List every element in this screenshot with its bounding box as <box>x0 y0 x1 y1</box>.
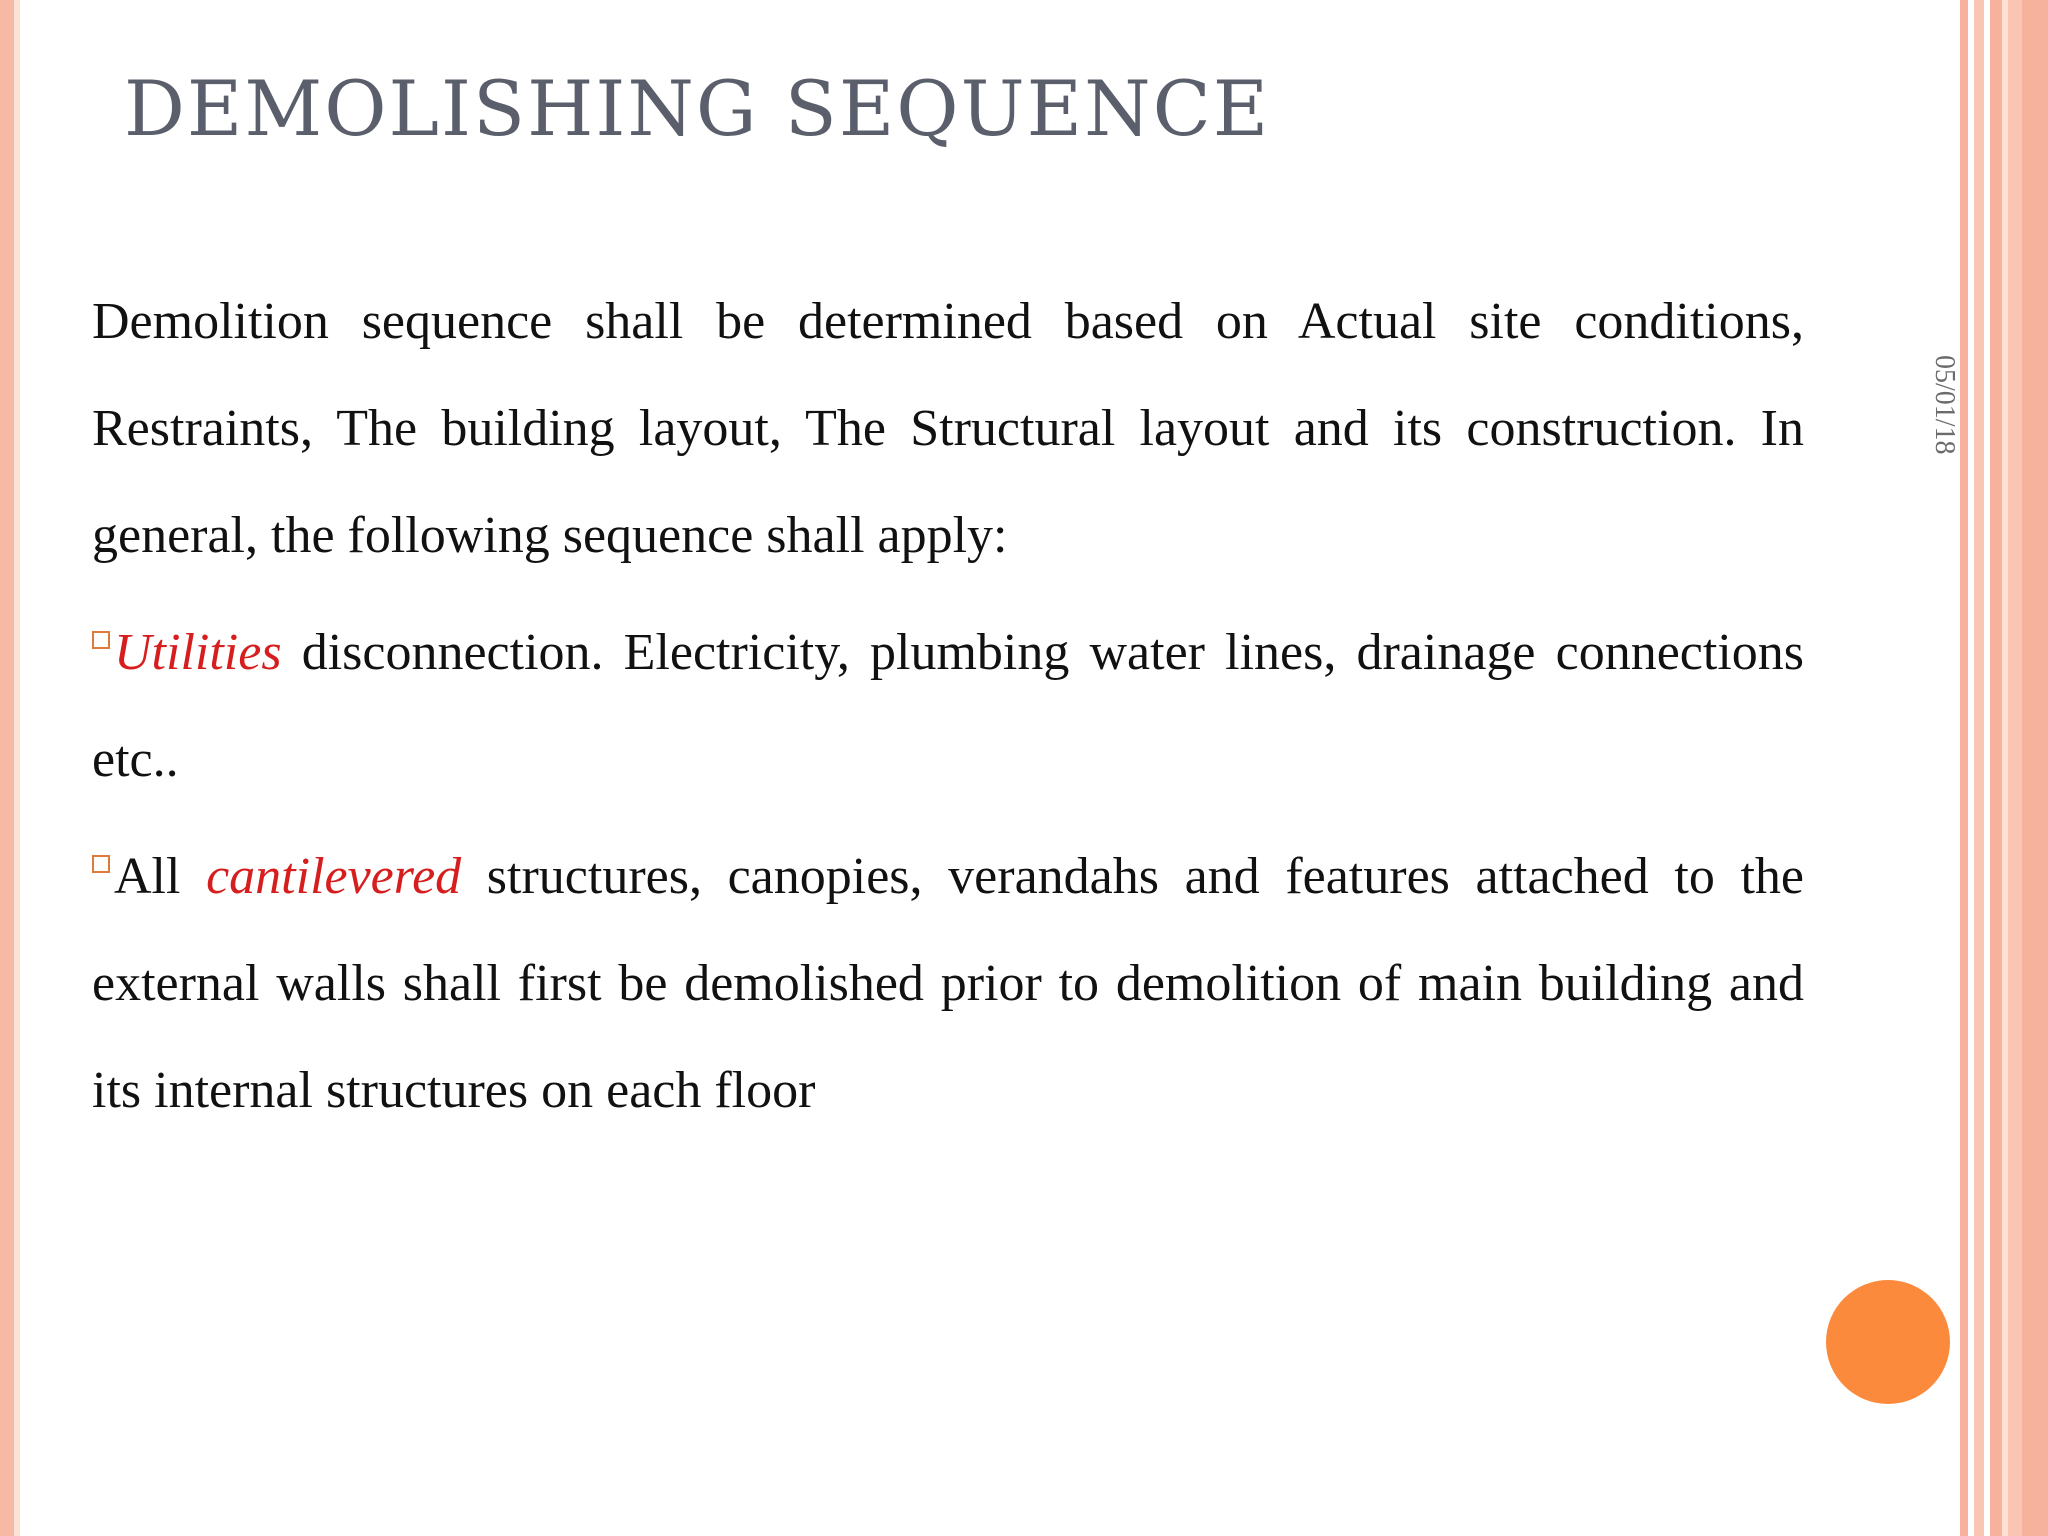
square-bullet-icon <box>92 855 110 873</box>
bullet-text: disconnection. Electricity, plumbing water lines, drainage connections etc.. <box>92 624 1804 788</box>
bullet-item <box>92 599 1804 813</box>
bullet-item <box>92 823 1804 1144</box>
left-decorative-bar <box>0 0 14 1536</box>
left-decorative-bar-inner <box>14 0 20 1536</box>
right-stripe <box>2008 0 2022 1536</box>
right-stripe <box>1990 0 2002 1536</box>
slide-title: DEMOLISHING SEQUENCE <box>124 64 1271 153</box>
right-stripe <box>1960 0 1968 1536</box>
bullet-lead: All <box>114 848 207 905</box>
right-stripe <box>2022 0 2048 1536</box>
intro-paragraph: Demolition sequence shall be determined based on Actual site conditions, Restraints, The building layout, The Structural layout and its construction. In general, the following sequence shall apply: <box>92 293 1804 564</box>
bullet-highlight: cantilevered <box>206 848 462 905</box>
slide-body <box>92 268 1804 1144</box>
slide-date: 05/01/18 <box>1929 355 1960 455</box>
bullet-highlight: Utilities <box>114 624 282 681</box>
bullet-text: structures, canopies, verandahs and features attached to the external walls shall first be demolished prior to demolition of main building and its internal structures on each floor <box>92 848 1804 1119</box>
right-stripe <box>1974 0 1984 1536</box>
orange-circle-icon <box>1826 1280 1950 1404</box>
square-bullet-icon <box>92 631 110 649</box>
